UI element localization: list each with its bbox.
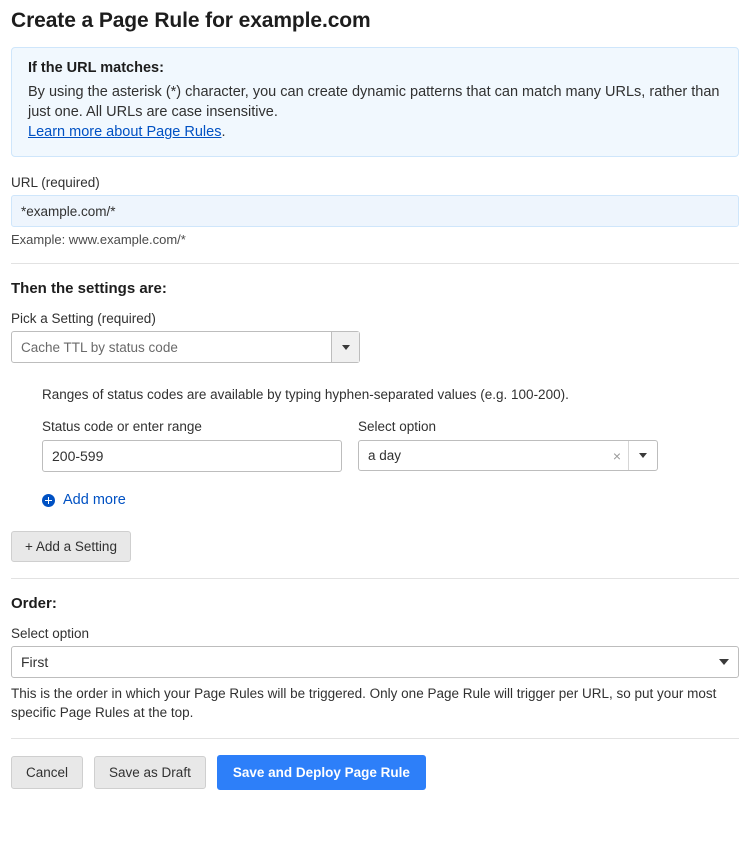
ttl-option-value: a day xyxy=(368,448,402,463)
page-title: Create a Page Rule for example.com xyxy=(11,9,371,32)
cancel-button[interactable]: Cancel xyxy=(11,756,83,789)
url-input[interactable] xyxy=(11,195,739,227)
status-option-row xyxy=(42,419,739,472)
save-as-draft-button[interactable]: Save as Draft xyxy=(94,756,206,789)
ttl-option-field xyxy=(358,419,658,471)
order-heading: Order: xyxy=(11,595,57,612)
order-select[interactable] xyxy=(11,646,739,678)
add-more-button[interactable] xyxy=(42,492,126,508)
clear-icon[interactable]: × xyxy=(612,447,621,464)
setting-detail-panel xyxy=(42,387,739,508)
add-more-label: Add more xyxy=(63,492,126,508)
status-code-field xyxy=(42,419,342,472)
status-code-label: Status code or enter range xyxy=(42,419,202,434)
order-select-label: Select option xyxy=(11,626,90,641)
settings-heading: Then the settings are: xyxy=(11,280,167,297)
info-link-suffix: . xyxy=(221,124,226,140)
add-a-setting-button[interactable]: + Add a Setting xyxy=(11,531,131,562)
order-select-wrap xyxy=(11,646,739,678)
divider-footer xyxy=(11,738,739,739)
chevron-down-icon[interactable] xyxy=(629,453,657,458)
save-and-deploy-button[interactable]: Save and Deploy Page Rule xyxy=(217,755,426,790)
url-hint: Example: www.example.com/* xyxy=(11,232,186,247)
status-code-input[interactable] xyxy=(42,440,342,472)
ttl-option-label: Select option xyxy=(358,419,437,434)
pick-setting-select-wrap xyxy=(11,331,360,363)
divider-order xyxy=(11,578,739,579)
info-box-heading: If the URL matches: xyxy=(28,60,164,76)
divider-settings xyxy=(11,263,739,264)
plus-circle-icon xyxy=(42,494,55,507)
ttl-option-select[interactable] xyxy=(358,440,658,471)
url-label: URL (required) xyxy=(11,175,100,190)
url-match-info-box xyxy=(11,47,739,157)
info-box-text: By using the asterisk (*) character, you can create dynamic patterns that can match many URLs, rather than just one. All URLs are case insensitive. xyxy=(28,84,720,120)
pick-setting-select[interactable] xyxy=(11,331,360,363)
order-hint: This is the order in which your Page Rules will be triggered. Only one Page Rule will trigger per URL, so put your most specific Page Rules at the top. xyxy=(11,686,717,720)
pick-setting-label: Pick a Setting (required) xyxy=(11,311,156,326)
form-actions xyxy=(11,755,739,790)
status-range-note: Ranges of status codes are available by typing hyphen-separated values (e.g. 100-200). xyxy=(42,387,569,402)
info-box-body xyxy=(28,82,722,142)
learn-more-link[interactable]: Learn more about Page Rules xyxy=(28,124,222,140)
